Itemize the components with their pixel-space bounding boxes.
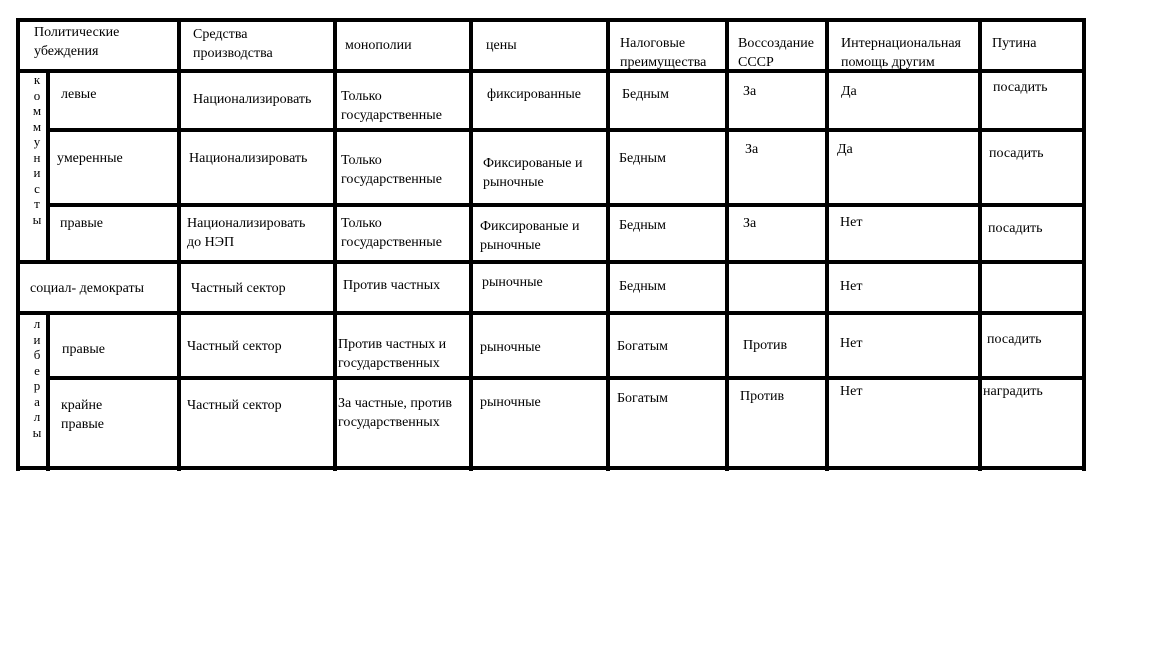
cell-monopolies: Только государственные <box>341 153 442 187</box>
header-tax: Налоговые преимущества <box>620 36 707 70</box>
row-label: правые <box>60 216 103 231</box>
cell-putin: посадить <box>987 332 1042 347</box>
header-intl: Интернациональная помощь другим <box>841 36 961 70</box>
cell-monopolies: Против частных и государственных <box>338 337 447 371</box>
grid-line <box>333 18 337 471</box>
cell-intl: Нет <box>840 279 863 294</box>
cell-prices: Фиксированые и рыночные <box>483 156 583 190</box>
cell-means: Частный сектор <box>187 398 282 413</box>
cell-monopolies: За частные, против государственных <box>338 396 452 430</box>
cell-monopolies: Против частных <box>343 278 441 293</box>
header-putin: Путина <box>992 36 1037 51</box>
row-label: социал- демократы <box>30 281 145 296</box>
grid-line <box>46 376 1086 380</box>
cell-tax: Бедным <box>619 279 666 294</box>
header-beliefs: Политические убеждения <box>34 25 120 59</box>
grid-line <box>46 203 1086 207</box>
cell-ussr: Против <box>743 338 788 353</box>
header-means: Средства производства <box>193 27 273 61</box>
grid-line <box>978 18 982 471</box>
cell-ussr: Против <box>740 389 785 404</box>
cell-prices: рыночные <box>482 275 543 290</box>
cell-tax: Бедным <box>622 87 669 102</box>
cell-means: Национализировать до НЭП <box>187 216 306 250</box>
cell-putin: наградить <box>983 384 1043 399</box>
group-label-liberals: л и б е р а л ы <box>32 316 42 440</box>
cell-putin: посадить <box>993 80 1048 95</box>
header-monopolies: монополии <box>345 38 412 53</box>
cell-means: Частный сектор <box>191 281 286 296</box>
grid-line <box>1082 18 1086 471</box>
cell-ussr: За <box>743 84 757 99</box>
cell-intl: Нет <box>840 384 863 399</box>
cell-means: Частный сектор <box>187 339 282 354</box>
cell-intl: Да <box>841 84 857 99</box>
cell-tax: Богатым <box>617 339 669 354</box>
cell-tax: Богатым <box>617 391 669 406</box>
cell-tax: Бедным <box>619 151 666 166</box>
cell-intl: Нет <box>840 215 863 230</box>
cell-intl: Да <box>837 142 853 157</box>
header-prices: цены <box>486 38 517 53</box>
cell-tax: Бедным <box>619 218 666 233</box>
grid-line <box>16 18 20 471</box>
cell-putin: посадить <box>989 146 1044 161</box>
grid-line <box>46 70 50 261</box>
grid-line <box>16 18 1086 22</box>
grid-line <box>177 18 181 471</box>
cell-putin: посадить <box>988 221 1043 236</box>
cell-ussr: За <box>743 216 757 231</box>
row-label: правые <box>62 342 105 357</box>
row-label: крайне правые <box>61 398 104 432</box>
grid-line <box>16 311 1086 315</box>
header-ussr: Воссоздание СССР <box>738 36 814 70</box>
cell-prices: Фиксированые и рыночные <box>480 219 580 253</box>
cell-prices: рыночные <box>480 340 541 355</box>
cell-monopolies: Только государственные <box>341 89 442 123</box>
grid-line <box>606 18 610 471</box>
cell-means: Национализировать <box>193 92 312 107</box>
cell-prices: рыночные <box>480 395 541 410</box>
cell-means: Национализировать <box>189 151 308 166</box>
grid-line <box>46 128 1086 132</box>
cell-monopolies: Только государственные <box>341 216 442 250</box>
row-label: умеренные <box>57 151 123 166</box>
grid-line <box>16 466 1086 470</box>
grid-line <box>46 313 50 471</box>
group-label-communists: к о м м у н и с т ы <box>32 72 42 227</box>
grid-line <box>16 260 1086 264</box>
grid-line <box>469 18 473 471</box>
row-label: левые <box>61 87 97 102</box>
cell-prices: фиксированные <box>487 87 581 102</box>
grid-line <box>725 18 729 471</box>
cell-ussr: За <box>745 142 759 157</box>
cell-intl: Нет <box>840 336 863 351</box>
grid-line <box>825 18 829 471</box>
